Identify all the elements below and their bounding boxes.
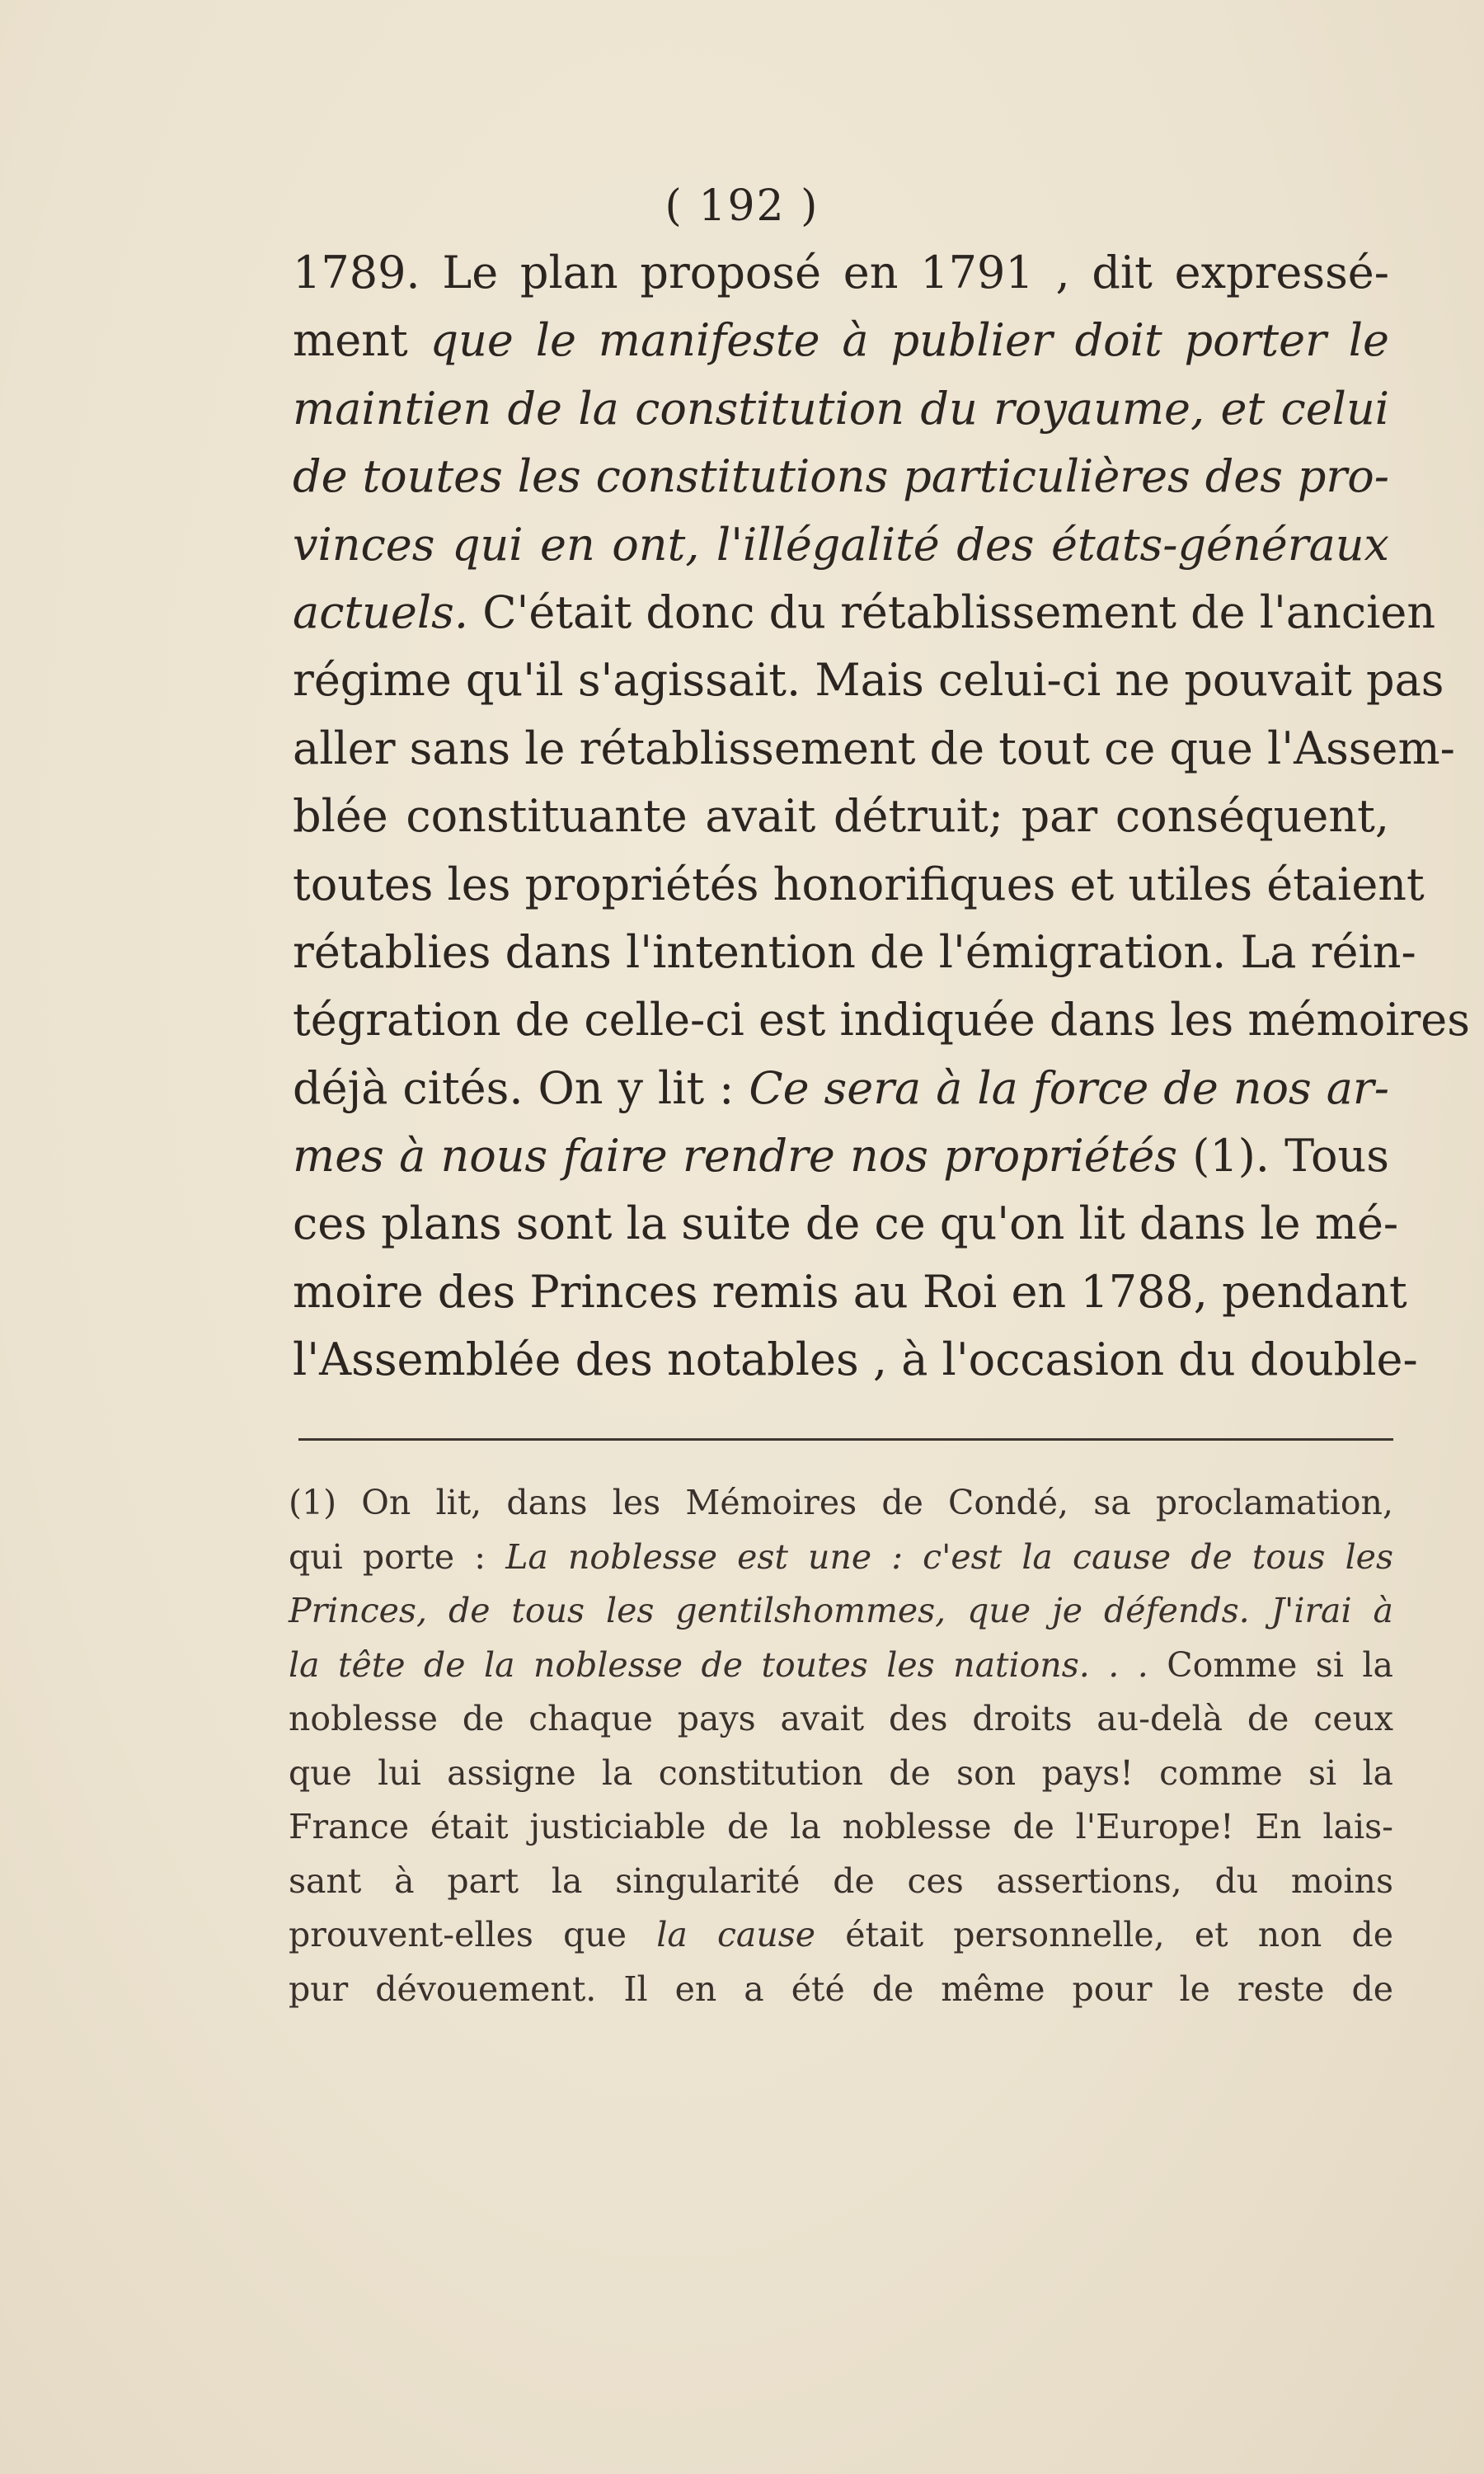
footnote — [289, 1476, 1393, 2016]
italic-text: la tête de la noblesse de toutes les nations. . . — [289, 1644, 1148, 1685]
text-line — [293, 511, 1389, 579]
text-segment: l'Assemblée des notables , à l'occasion du double- — [293, 1333, 1418, 1386]
text-segment: pur dévouement. Il en a été de même pour le reste de — [289, 1968, 1393, 2009]
text-segment: C'était donc du rétablissement de l'ancien — [468, 586, 1436, 638]
footnote-line — [289, 1855, 1393, 1909]
text-segment: régime qu'il s'agissait. Mais celui-ci ne pouvait pas — [293, 654, 1444, 707]
text-line — [293, 375, 1389, 443]
text-segment: que lui assigne la constitution de son pays! comme si la — [289, 1752, 1393, 1793]
italic-text: Princes, de tous les gentilshommes, que je défends. J'irai à — [289, 1591, 1393, 1630]
text-line — [293, 715, 1455, 783]
text-segment: était personnelle, et non de — [815, 1915, 1393, 1954]
italic-text: actuels. — [293, 586, 469, 638]
footnote-line — [289, 1908, 1393, 1963]
text-segment: (1). Tous — [1177, 1130, 1389, 1183]
text-line — [293, 919, 1416, 986]
italic-text: que le manifeste à publier doit porter le — [430, 314, 1389, 367]
footnote-line — [289, 1476, 1393, 1531]
italic-text: la cause — [656, 1915, 816, 1954]
text-segment: tégration de celle-ci est indiquée dans les mémoires — [293, 994, 1470, 1047]
text-segment: qui porte : — [289, 1536, 506, 1577]
text-line — [293, 1258, 1407, 1326]
text-segment: 1789. Le plan proposé en 1791 , dit expressé- — [293, 247, 1389, 299]
text-segment: France était justiciable de la noblesse de l'Europe! En lais- — [289, 1807, 1393, 1846]
text-line — [293, 1055, 1389, 1122]
page-number: ( 192 ) — [665, 181, 819, 231]
italic-text: maintien de la constitution du royaume, et celui — [293, 382, 1389, 435]
text-line — [293, 1190, 1399, 1258]
text-line — [293, 307, 1389, 374]
text-segment: toutes les propriétés honorifiques et utiles étaient — [293, 858, 1425, 910]
text-line — [293, 1122, 1389, 1190]
text-line — [293, 579, 1436, 647]
footnote-line — [289, 1639, 1393, 1693]
footnote-line — [289, 1531, 1393, 1585]
footnote-separator — [298, 1438, 1393, 1441]
text-line — [293, 851, 1425, 919]
footnote-line — [289, 1800, 1393, 1855]
text-segment: (1) On lit, dans les Mémoires de Condé, sa proclamation, — [289, 1483, 1393, 1522]
text-segment: ment — [293, 314, 430, 367]
italic-text: La noblesse est une : c'est la cause de tous les — [505, 1536, 1393, 1577]
text-segment: blée constituante avait détruit; par conséquent, — [293, 790, 1389, 843]
text-segment: noblesse de chaque pays avait des droits au-delà de ceux — [289, 1699, 1393, 1738]
italic-text: Ce sera à la force de nos ar- — [749, 1061, 1389, 1114]
text-line — [293, 783, 1389, 850]
text-segment: prouvent-elles que — [289, 1915, 657, 1954]
text-segment: Comme si la — [1148, 1644, 1393, 1685]
italic-text: mes à nous faire rendre nos propriétés — [293, 1130, 1178, 1183]
footnote-line — [289, 1963, 1393, 2017]
footnote-line — [289, 1692, 1393, 1747]
text-segment: sant à part la singularité de ces assertions, du moins — [289, 1860, 1393, 1901]
footnote-line — [289, 1584, 1393, 1639]
italic-text: vinces qui en ont, l'illégalité des états-généraux — [293, 518, 1389, 571]
main-text — [293, 239, 1470, 1395]
italic-text: de toutes les constitutions particulières des pro- — [293, 450, 1389, 503]
text-segment: déjà cités. On y lit : — [293, 1061, 749, 1114]
text-line — [293, 239, 1389, 307]
text-segment: moire des Princes remis au Roi en 1788, pendant — [293, 1265, 1407, 1318]
footnote-line — [289, 1747, 1393, 1801]
text-line — [293, 1326, 1418, 1394]
text-segment: aller sans le rétablissement de tout ce que l'Assem- — [293, 722, 1455, 774]
text-segment: ces plans sont la suite de ce qu'on lit dans le mé- — [293, 1197, 1399, 1250]
text-line — [293, 647, 1444, 714]
text-line — [293, 443, 1389, 510]
text-line — [293, 986, 1470, 1054]
text-segment: rétablies dans l'intention de l'émigration. La réin- — [293, 925, 1416, 978]
